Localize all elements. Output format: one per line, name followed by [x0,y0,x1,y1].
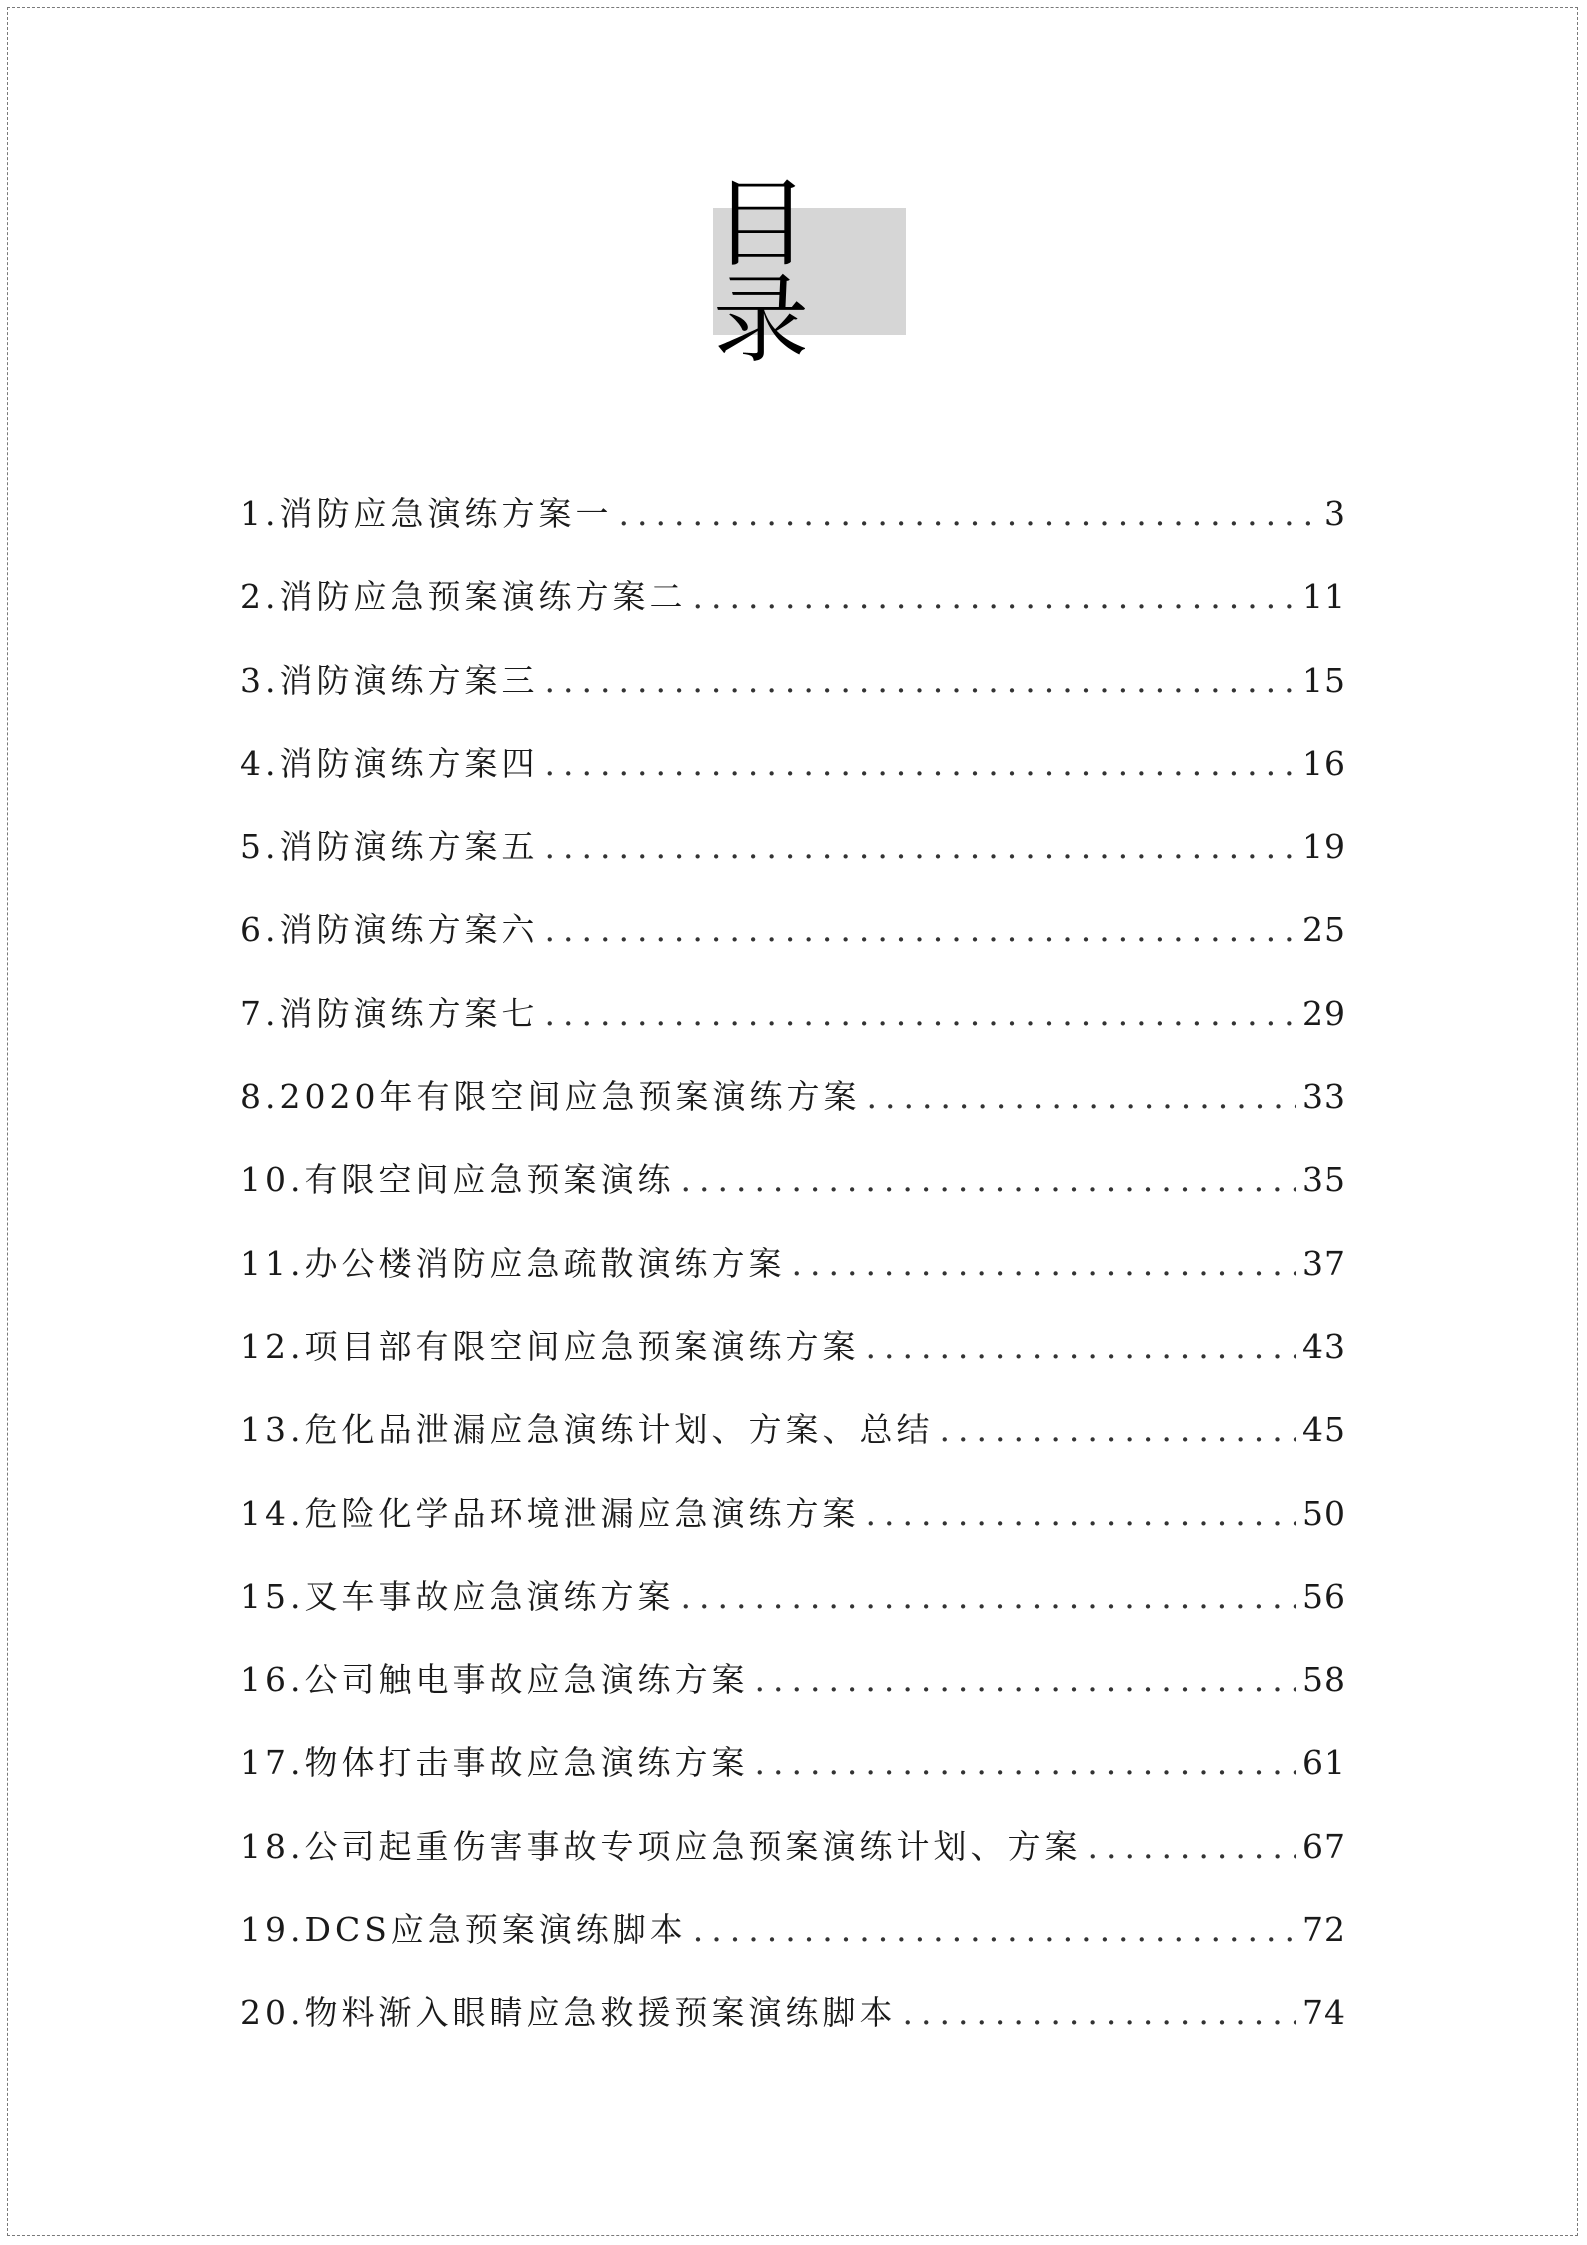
toc-page-number: 16 [1302,743,1346,783]
toc-entry[interactable] [240,1904,1346,1987]
toc-page-number: 67 [1302,1826,1346,1866]
toc-entry-title: 15.叉车事故应急演练方案 [240,1576,675,1616]
toc-page-number: 50 [1302,1493,1346,1533]
toc-page-number: 11 [1302,577,1346,617]
toc-dot-leader [693,577,1297,616]
toc-entry-title: 17.物体打击事故应急演练方案 [240,1743,749,1783]
toc-entry-title: 1.消防应急演练方案一 [240,494,613,533]
toc-entry-title: 6.消防演练方案六 [240,910,539,950]
toc-entry-title: 7.消防演练方案七 [240,993,539,1033]
toc-page-number: 45 [1302,1410,1346,1450]
toc-entry[interactable] [240,488,1346,571]
toc-entry[interactable] [240,1321,1346,1404]
toc-entry[interactable] [240,738,1346,821]
toc-page-number: 29 [1302,993,1346,1033]
toc-dot-leader [1087,1827,1296,1866]
toc-dot-leader [939,1410,1296,1449]
toc-dot-leader [865,1494,1296,1533]
toc-entry[interactable] [240,1987,1346,2070]
toc-entry-title: 14.危险化学品环境泄漏应急演练方案 [240,1493,860,1533]
toc-entry[interactable] [240,1071,1346,1154]
page-title: 目录 [713,167,813,376]
toc-dot-leader [545,994,1297,1033]
toc-page-number: 3 [1324,494,1346,533]
toc-entry-title: 10.有限空间应急预案演练 [240,1160,675,1200]
toc-page-number: 25 [1302,910,1346,950]
toc-page-number: 33 [1302,1077,1346,1117]
toc-dot-leader [545,827,1297,866]
toc-entry-title: 13.危化品泄漏应急演练计划、方案、总结 [240,1410,934,1450]
toc-entry[interactable] [240,1488,1346,1571]
toc-entry-title: 3.消防演练方案三 [240,660,539,700]
toc-entry-title: 5.消防演练方案五 [240,827,539,867]
toc-entry-title: 16.公司触电事故应急演练方案 [240,1660,749,1700]
toc-entry[interactable] [240,1571,1346,1654]
toc-dot-leader [866,1077,1296,1116]
toc-page-number: 61 [1302,1743,1346,1783]
toc-entry-title: 19.DCS应急预案演练脚本 [240,1910,687,1950]
toc-page-number: 37 [1302,1243,1346,1283]
toc-entry[interactable] [240,571,1346,654]
toc-entry[interactable] [240,1238,1346,1321]
toc-page-number: 19 [1302,827,1346,867]
toc-entry[interactable] [240,988,1346,1071]
toc-dot-leader [754,1660,1296,1699]
toc-dot-leader [680,1577,1296,1616]
toc-dot-leader [680,1160,1296,1199]
toc-entry-title: 18.公司起重伤害事故专项应急预案演练计划、方案 [240,1826,1082,1866]
toc-entry-title: 11.办公楼消防应急疏散演练方案 [240,1243,786,1283]
toc-entry-title: 8.2020年有限空间应急预案演练方案 [240,1077,861,1117]
toc-dot-leader [619,494,1319,533]
toc-page-number: 35 [1302,1160,1346,1200]
toc-page-number: 74 [1302,1993,1346,2033]
toc-list [240,488,1346,2071]
toc-dot-leader [545,744,1297,783]
toc-page-number: 43 [1302,1326,1346,1366]
toc-entry[interactable] [240,1654,1346,1737]
toc-dot-leader [754,1743,1296,1782]
toc-page-number: 15 [1302,660,1346,700]
toc-entry[interactable] [240,1821,1346,1904]
toc-entry[interactable] [240,1737,1346,1820]
toc-entry-title: 2.消防应急预案演练方案二 [240,577,687,617]
toc-entry[interactable] [240,655,1346,738]
toc-dot-leader [865,1327,1296,1366]
toc-page-number: 58 [1302,1660,1346,1700]
toc-entry-title: 4.消防演练方案四 [240,743,539,783]
toc-entry[interactable] [240,1404,1346,1487]
toc-dot-leader [545,910,1297,949]
toc-dot-leader [545,661,1297,700]
toc-entry[interactable] [240,821,1346,904]
toc-entry[interactable] [240,904,1346,987]
title-box [713,167,906,376]
toc-dot-leader [693,1910,1296,1949]
toc-dot-leader [791,1244,1296,1283]
toc-dot-leader [902,1993,1296,2032]
toc-page-number: 56 [1302,1576,1346,1616]
toc-entry-title: 20.物料渐入眼睛应急救援预案演练脚本 [240,1993,897,2033]
toc-entry[interactable] [240,1154,1346,1237]
toc-entry-title: 12.项目部有限空间应急预案演练方案 [240,1326,860,1366]
toc-page-number: 72 [1302,1910,1346,1950]
